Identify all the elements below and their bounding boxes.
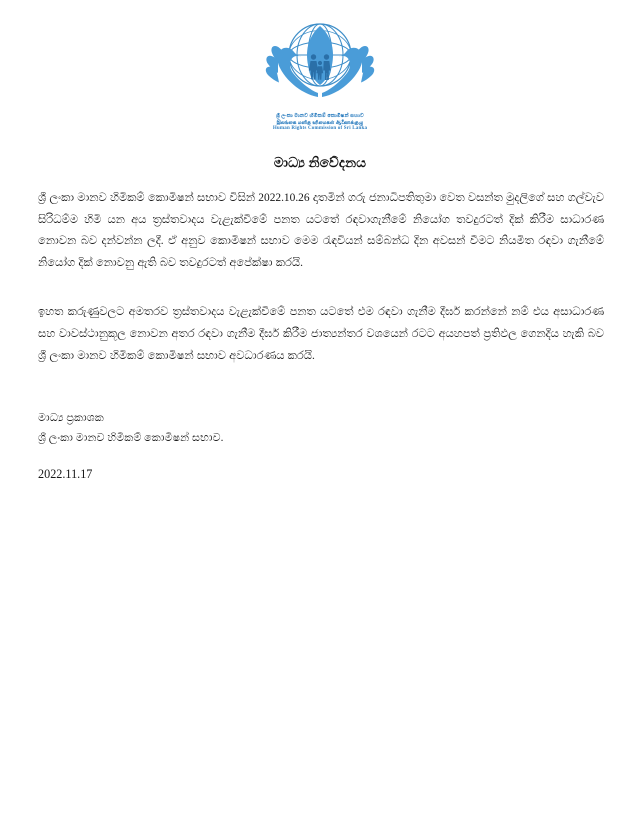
- signature-role: මාධ්‍ය ප්‍රකාශක: [38, 411, 104, 424]
- document-body: [0, 188, 640, 482]
- page-title: මාධ්‍ය නිවේදනය: [273, 154, 367, 170]
- signature-block: [38, 409, 604, 448]
- org-caption-block: [273, 113, 367, 133]
- paragraph-2: ඉහත කරුණුවලට අමතරව ත්‍රස්තවාදය වැළැක්වීමේ පනත යටතේ එම රඳවා ගැනීම දීර්ඝ කරන්නේ නම් එය අසාධාරණ සහ වාවස්ථානුකූල නොවන අතර රඳවා ගැනීම දීර්ඝ කිරීම ජාත්‍යන්තර වශයෙන් රටට අයහපත් ප්‍රතිඵල ගෙනදිය හැකි බව ශ්‍රී ලංකා මානව හිමිකම් කොමිෂන් සභාව අවධාරණය කරයි.: [38, 306, 604, 363]
- org-name-english: Human Rights Commission of Sri Lanka: [272, 126, 368, 132]
- org-name-sinhala: ශ්‍රී ලංකා මානව හිමිකම් කොමිෂන් සභාව: [276, 113, 364, 119]
- hrcsl-globe-hands-emblem: [253, 18, 387, 110]
- document-date: 2022.11.17: [38, 467, 93, 482]
- paragraph-1: ශ්‍රී ලංකා මානව හිමිකම් කොමිෂන් සභාව විසින් 2022.10.26 දාතමින් ගරු ජනාධිපතිතුමා වෙත වසන්ත මුදලිගේ සහ ගල්වැව සිරිධම්ම හිමි යන අය ත්‍රස්තවාදය වැළැක්වීමේ පනත යටතේ රඳවාගැනීමේ නියෝග තවදුරටත් දික් කිරීම සාධාරණ නොවන බව දන්වන්න ලදී. ඒ අනුව කොමිෂන් සභාව මෙම රැඳවියන් සම්බන්ධ දින අවසන් වීමට නියමිත රඳවා ගැනීමේ නියෝග දික් නොවනු ඇති බව තවදුරටත් අපේක්ෂා කරයි.: [38, 191, 604, 270]
- org-name-tamil: இலங்கை மனித உரிமைகள் ஆணைக்குழு: [276, 119, 364, 126]
- signature-organization: ශ්‍රී ලංකා මානව හිමිකම් කොමිෂන් සභාව.: [38, 431, 224, 444]
- letterhead: [0, 0, 640, 133]
